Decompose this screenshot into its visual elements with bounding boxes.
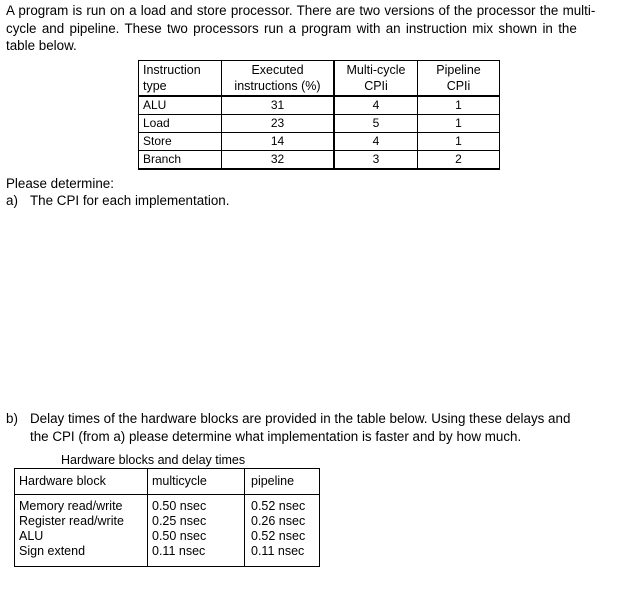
cell-block: Memory read/write xyxy=(15,495,148,515)
cell-executed: 23 xyxy=(222,115,335,133)
header-multicycle-cpi: Multi-cycle CPIi xyxy=(334,61,418,97)
cell-pipeline: 2 xyxy=(418,151,500,170)
instruction-mix-table xyxy=(138,60,500,170)
header-executed-instructions: Executed instructions (%) xyxy=(222,61,335,97)
intro-line-3: table below. xyxy=(6,38,77,53)
header-pipeline-cpi: Pipeline CPIi xyxy=(418,61,500,97)
cell-type: ALU xyxy=(139,96,222,115)
intro-paragraph xyxy=(6,2,634,55)
please-determine-text: Please determine: xyxy=(6,176,114,191)
cell-executed: 32 xyxy=(222,151,335,170)
cell-pipeline: 1 xyxy=(418,133,500,151)
question-a-text: The CPI for each implementation. xyxy=(30,193,230,208)
cell-multicycle: 4 xyxy=(334,133,418,151)
cell-type: Branch xyxy=(139,151,222,170)
delay-times-table xyxy=(14,468,320,567)
delay-table-caption: Hardware blocks and delay times xyxy=(61,453,246,467)
header-pipeline: pipeline xyxy=(245,469,320,495)
cell-multicycle: 5 xyxy=(334,115,418,133)
cell-block: Register read/write xyxy=(15,514,148,529)
intro-line-1: A program is run on a load and store processor. There are two versions of the processor the multi- xyxy=(6,3,596,18)
cell-pipeline: 0.52 nsec xyxy=(251,499,306,513)
question-b-text xyxy=(30,410,636,445)
cell-pipeline: 0.26 nsec xyxy=(251,514,306,528)
cell-multicycle: 0.25 nsec xyxy=(148,514,245,529)
table-row xyxy=(139,133,500,151)
cell-type: Store xyxy=(139,133,222,151)
question-a-label: a) xyxy=(6,193,18,208)
table-row xyxy=(139,115,500,133)
cell-pipeline: 1 xyxy=(418,96,500,115)
cell-multicycle: 4 xyxy=(334,96,418,115)
header-hardware-block: Hardware block xyxy=(15,469,148,495)
cell-multicycle: 3 xyxy=(334,151,418,170)
intro-line-2: cycle and pipeline. These two processors run a program with an instruction mix shown in the xyxy=(6,20,577,36)
table-row xyxy=(15,514,320,529)
question-a xyxy=(6,192,229,210)
table-row xyxy=(15,544,320,567)
cell-multicycle: 0.50 nsec xyxy=(148,495,245,515)
instruction-table-header-row xyxy=(139,61,500,97)
cell-type: Load xyxy=(139,115,222,133)
table-row xyxy=(15,529,320,544)
cell-multicycle: 0.50 nsec xyxy=(148,529,245,544)
question-b-label: b) xyxy=(6,411,18,426)
header-multicycle: multicycle xyxy=(148,469,245,495)
cell-executed: 14 xyxy=(222,133,335,151)
cell-executed: 31 xyxy=(222,96,335,115)
table-row xyxy=(15,495,320,515)
question-b-line-2: the CPI (from a) please determine what implementation is faster and by how much. xyxy=(30,428,522,444)
cell-pipeline: 1 xyxy=(418,115,500,133)
table-row xyxy=(139,151,500,170)
cell-pipeline: 0.11 nsec xyxy=(251,544,305,558)
header-instruction-type: Instruction type xyxy=(139,61,222,97)
cell-block: ALU xyxy=(15,529,148,544)
table-row xyxy=(139,96,500,115)
cell-pipeline: 0.52 nsec xyxy=(251,529,306,543)
question-b-line-1: Delay times of the hardware blocks are provided in the table below. Using these delays and xyxy=(30,411,571,426)
cell-block: Sign extend xyxy=(15,544,148,567)
cell-multicycle: 0.11 nsec xyxy=(148,544,245,567)
delay-table-header-row xyxy=(15,469,320,495)
